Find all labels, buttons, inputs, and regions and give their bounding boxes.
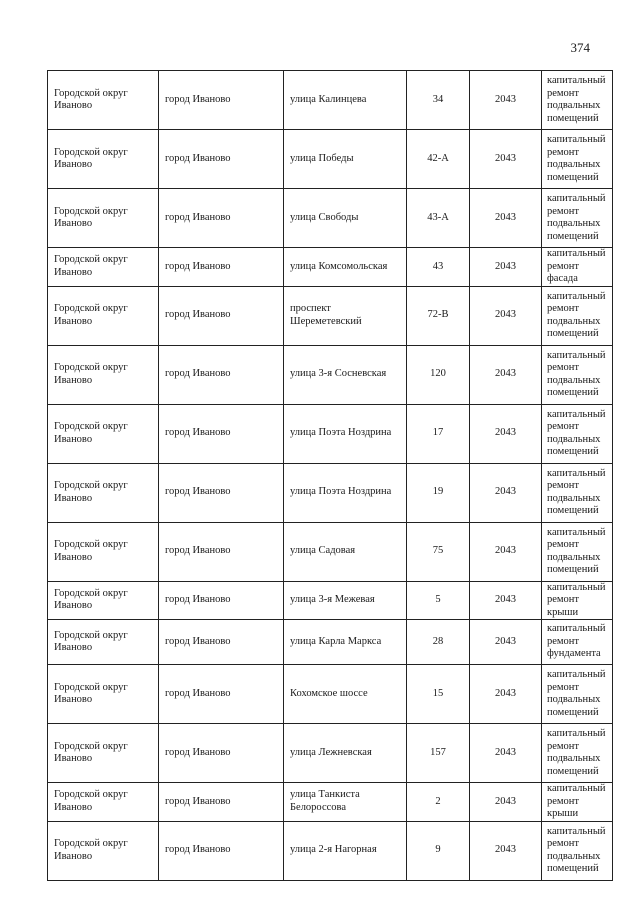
street-cell: улица Лежневская xyxy=(284,724,407,783)
city-cell: город Иваново xyxy=(159,71,284,130)
table-row xyxy=(48,189,613,248)
district-cell: Городской округ Иваново xyxy=(48,189,159,248)
year-cell: 2043 xyxy=(470,71,542,130)
house-number-cell: 34 xyxy=(407,71,470,130)
house-number-cell: 157 xyxy=(407,724,470,783)
table-row xyxy=(48,522,613,581)
street-cell: улица Танкиста Белороссова xyxy=(284,783,407,822)
street-cell: проспект Шереметевский xyxy=(284,286,407,345)
street-cell: улица Поэта Ноздрина xyxy=(284,463,407,522)
table-row xyxy=(48,665,613,724)
city-cell: город Иваново xyxy=(159,286,284,345)
city-cell: город Иваново xyxy=(159,248,284,287)
year-cell: 2043 xyxy=(470,248,542,287)
district-cell: Городской округ Иваново xyxy=(48,404,159,463)
table-row xyxy=(48,248,613,287)
year-cell: 2043 xyxy=(470,189,542,248)
work-type-cell: капитальный ремонт подвальных помещений xyxy=(542,724,613,783)
work-type-cell: капитальный ремонт подвальных помещений xyxy=(542,463,613,522)
work-type-cell: капитальный ремонт фасада xyxy=(542,248,613,287)
house-number-cell: 75 xyxy=(407,522,470,581)
work-type-cell: капитальный ремонт подвальных помещений xyxy=(542,821,613,880)
year-cell: 2043 xyxy=(470,783,542,822)
work-type-cell: капитальный ремонт подвальных помещений xyxy=(542,189,613,248)
table-row xyxy=(48,286,613,345)
table-row xyxy=(48,404,613,463)
year-cell: 2043 xyxy=(470,130,542,189)
year-cell: 2043 xyxy=(470,404,542,463)
district-cell: Городской округ Иваново xyxy=(48,783,159,822)
street-cell: улица Комсомольская xyxy=(284,248,407,287)
street-cell: улица Калинцева xyxy=(284,71,407,130)
house-number-cell: 9 xyxy=(407,821,470,880)
city-cell: город Иваново xyxy=(159,783,284,822)
house-number-cell: 28 xyxy=(407,620,470,665)
year-cell: 2043 xyxy=(470,463,542,522)
district-cell: Городской округ Иваново xyxy=(48,724,159,783)
district-cell: Городской округ Иваново xyxy=(48,130,159,189)
year-cell: 2043 xyxy=(470,286,542,345)
house-number-cell: 120 xyxy=(407,345,470,404)
year-cell: 2043 xyxy=(470,522,542,581)
city-cell: город Иваново xyxy=(159,345,284,404)
district-cell: Городской округ Иваново xyxy=(48,345,159,404)
table-row xyxy=(48,463,613,522)
street-cell: улица Поэта Ноздрина xyxy=(284,404,407,463)
table-row xyxy=(48,724,613,783)
district-cell: Городской округ Иваново xyxy=(48,286,159,345)
city-cell: город Иваново xyxy=(159,665,284,724)
street-cell: улица 3-я Межевая xyxy=(284,581,407,620)
city-cell: город Иваново xyxy=(159,404,284,463)
table-row xyxy=(48,71,613,130)
city-cell: город Иваново xyxy=(159,620,284,665)
work-type-cell: капитальный ремонт подвальных помещений xyxy=(542,286,613,345)
table-row xyxy=(48,821,613,880)
work-type-cell: капитальный ремонт подвальных помещений xyxy=(542,404,613,463)
house-number-cell: 43-А xyxy=(407,189,470,248)
table-body xyxy=(48,71,613,881)
work-type-cell: капитальный ремонт фундамента xyxy=(542,620,613,665)
work-type-cell: капитальный ремонт подвальных помещений xyxy=(542,522,613,581)
work-type-cell: капитальный ремонт подвальных помещений xyxy=(542,345,613,404)
house-number-cell: 2 xyxy=(407,783,470,822)
table-row xyxy=(48,581,613,620)
housing-repair-table xyxy=(47,70,613,881)
district-cell: Городской округ Иваново xyxy=(48,821,159,880)
table-row xyxy=(48,130,613,189)
street-cell: улица Карла Маркса xyxy=(284,620,407,665)
house-number-cell: 43 xyxy=(407,248,470,287)
house-number-cell: 15 xyxy=(407,665,470,724)
street-cell: улица Садовая xyxy=(284,522,407,581)
city-cell: город Иваново xyxy=(159,189,284,248)
page-number: 374 xyxy=(570,40,590,55)
house-number-cell: 72-В xyxy=(407,286,470,345)
street-cell: Кохомское шоссе xyxy=(284,665,407,724)
house-number-cell: 42-А xyxy=(407,130,470,189)
table-row xyxy=(48,620,613,665)
street-cell: улица Свободы xyxy=(284,189,407,248)
table-row xyxy=(48,783,613,822)
year-cell: 2043 xyxy=(470,821,542,880)
table-row xyxy=(48,345,613,404)
district-cell: Городской округ Иваново xyxy=(48,71,159,130)
city-cell: город Иваново xyxy=(159,581,284,620)
city-cell: город Иваново xyxy=(159,821,284,880)
city-cell: город Иваново xyxy=(159,130,284,189)
year-cell: 2043 xyxy=(470,345,542,404)
work-type-cell: капитальный ремонт подвальных помещений xyxy=(542,130,613,189)
house-number-cell: 19 xyxy=(407,463,470,522)
year-cell: 2043 xyxy=(470,581,542,620)
house-number-cell: 5 xyxy=(407,581,470,620)
district-cell: Городской округ Иваново xyxy=(48,665,159,724)
year-cell: 2043 xyxy=(470,665,542,724)
district-cell: Городской округ Иваново xyxy=(48,248,159,287)
district-cell: Городской округ Иваново xyxy=(48,581,159,620)
district-cell: Городской округ Иваново xyxy=(48,463,159,522)
district-cell: Городской округ Иваново xyxy=(48,522,159,581)
year-cell: 2043 xyxy=(470,620,542,665)
district-cell: Городской округ Иваново xyxy=(48,620,159,665)
house-number-cell: 17 xyxy=(407,404,470,463)
street-cell: улица 2-я Нагорная xyxy=(284,821,407,880)
street-cell: улица 3-я Сосневская xyxy=(284,345,407,404)
city-cell: город Иваново xyxy=(159,522,284,581)
city-cell: город Иваново xyxy=(159,463,284,522)
work-type-cell: капитальный ремонт подвальных помещений xyxy=(542,71,613,130)
work-type-cell: капитальный ремонт крыши xyxy=(542,581,613,620)
year-cell: 2043 xyxy=(470,724,542,783)
street-cell: улица Победы xyxy=(284,130,407,189)
work-type-cell: капитальный ремонт подвальных помещений xyxy=(542,665,613,724)
city-cell: город Иваново xyxy=(159,724,284,783)
work-type-cell: капитальный ремонт крыши xyxy=(542,783,613,822)
